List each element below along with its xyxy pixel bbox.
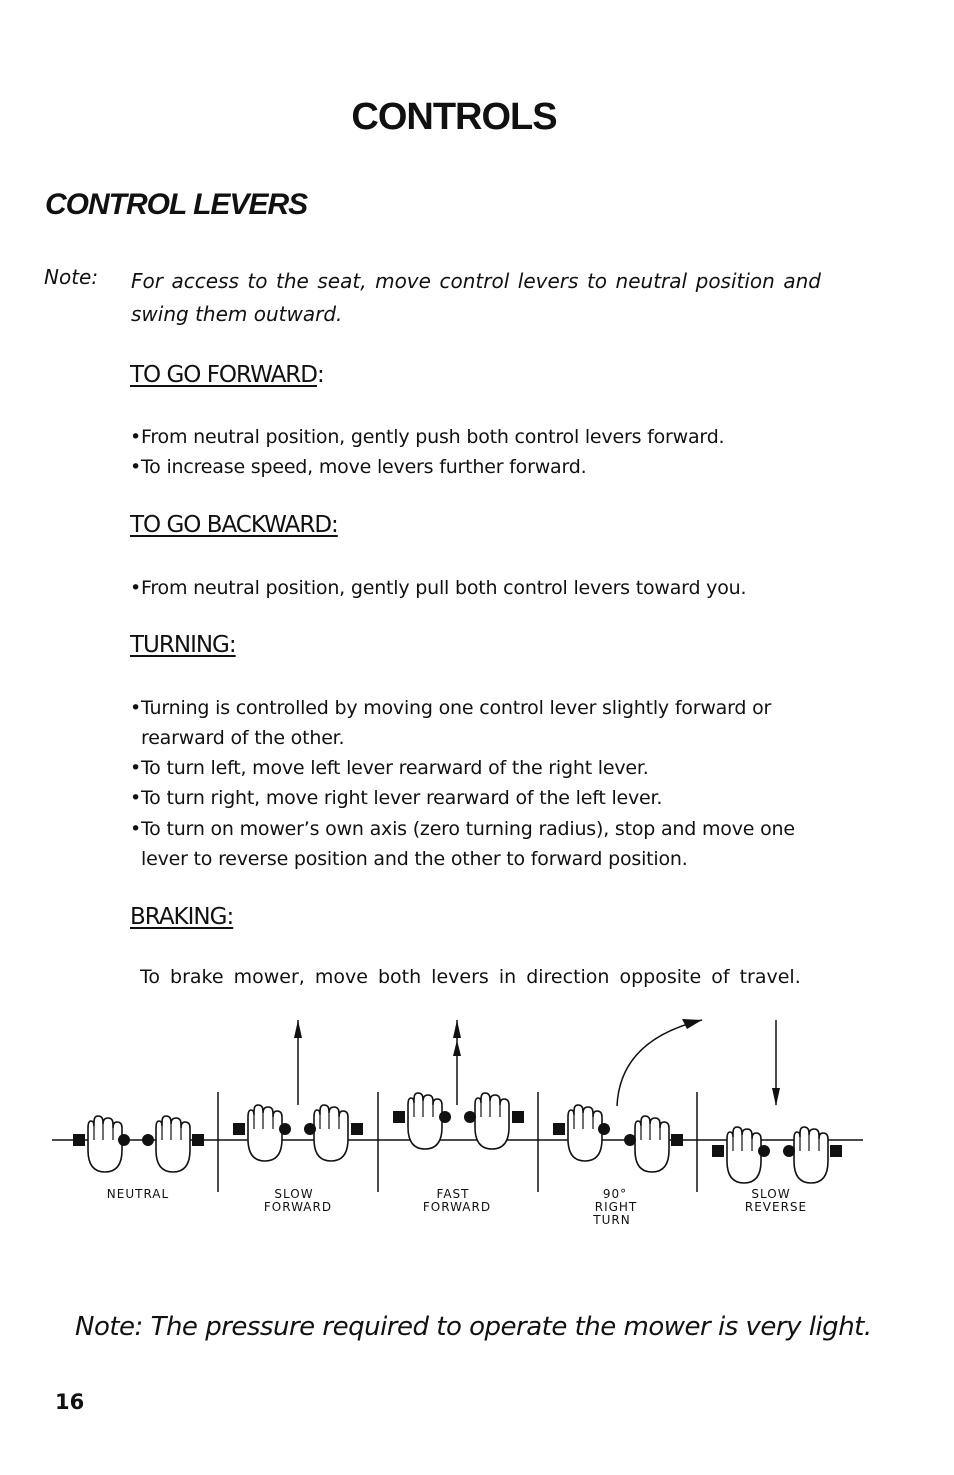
braking-heading: BRAKING: [130, 904, 234, 930]
turning-line-1: •Turning is controlled by moving one control lever slightly forward or [130, 697, 772, 719]
note-text: For access to the seat, move control levers to neutral position and swing them outward. [131, 269, 821, 326]
label-neutral: NEUTRAL [106, 1187, 170, 1201]
slow-reverse-levers [712, 1020, 842, 1183]
label-fast-forward-1: FAST [436, 1187, 470, 1201]
forward-bullet-1: •From neutral position, gently push both control levers forward. [130, 426, 725, 448]
turning-line-2: rearward of the other. [141, 727, 345, 749]
turning-line-4: •To turn right, move right lever rearward of the left lever. [130, 787, 663, 809]
forward-heading: TO GO FORWARD: [130, 362, 324, 388]
label-right-turn-2: RIGHT [594, 1200, 638, 1214]
turning-heading: TURNING: [130, 632, 236, 658]
backward-heading: TO GO BACKWARD: [130, 512, 338, 538]
fast-forward-levers [393, 1020, 524, 1149]
right-turn-levers [553, 1019, 702, 1172]
label-fast-forward-2: FORWARD [422, 1200, 492, 1214]
label-slow-forward-2: FORWARD [263, 1200, 333, 1214]
braking-text: To brake mower, move both levers in direction opposite of travel. [140, 966, 801, 988]
label-slow-reverse-2: REVERSE [744, 1200, 808, 1214]
label-right-turn-1: 90° [602, 1187, 628, 1201]
turning-line-5: •To turn on mower’s own axis (zero turning radius), stop and move one [130, 818, 795, 840]
turning-line-6: lever to reverse position and the other to forward position. [141, 848, 688, 870]
label-slow-forward-1: SLOW [274, 1187, 314, 1201]
page-number: 16 [55, 1390, 85, 1414]
turning-line-3: •To turn left, move left lever rearward of the right lever. [130, 757, 649, 779]
forward-bullet-2: •To increase speed, move levers further forward. [130, 456, 587, 478]
label-right-turn-3: TURN [593, 1213, 631, 1227]
section-title: CONTROL LEVERS [45, 188, 308, 221]
label-slow-reverse-1: SLOW [751, 1187, 791, 1201]
page-title: CONTROLS [351, 96, 557, 138]
bottom-note: Note: The pressure required to operate the mower is very light. [75, 1312, 872, 1342]
note-label: Note: [44, 265, 99, 289]
neutral-levers [73, 1116, 204, 1172]
lever-positions-diagram [40, 1010, 870, 1240]
backward-bullet-1: •From neutral position, gently pull both control levers toward you. [130, 577, 747, 599]
